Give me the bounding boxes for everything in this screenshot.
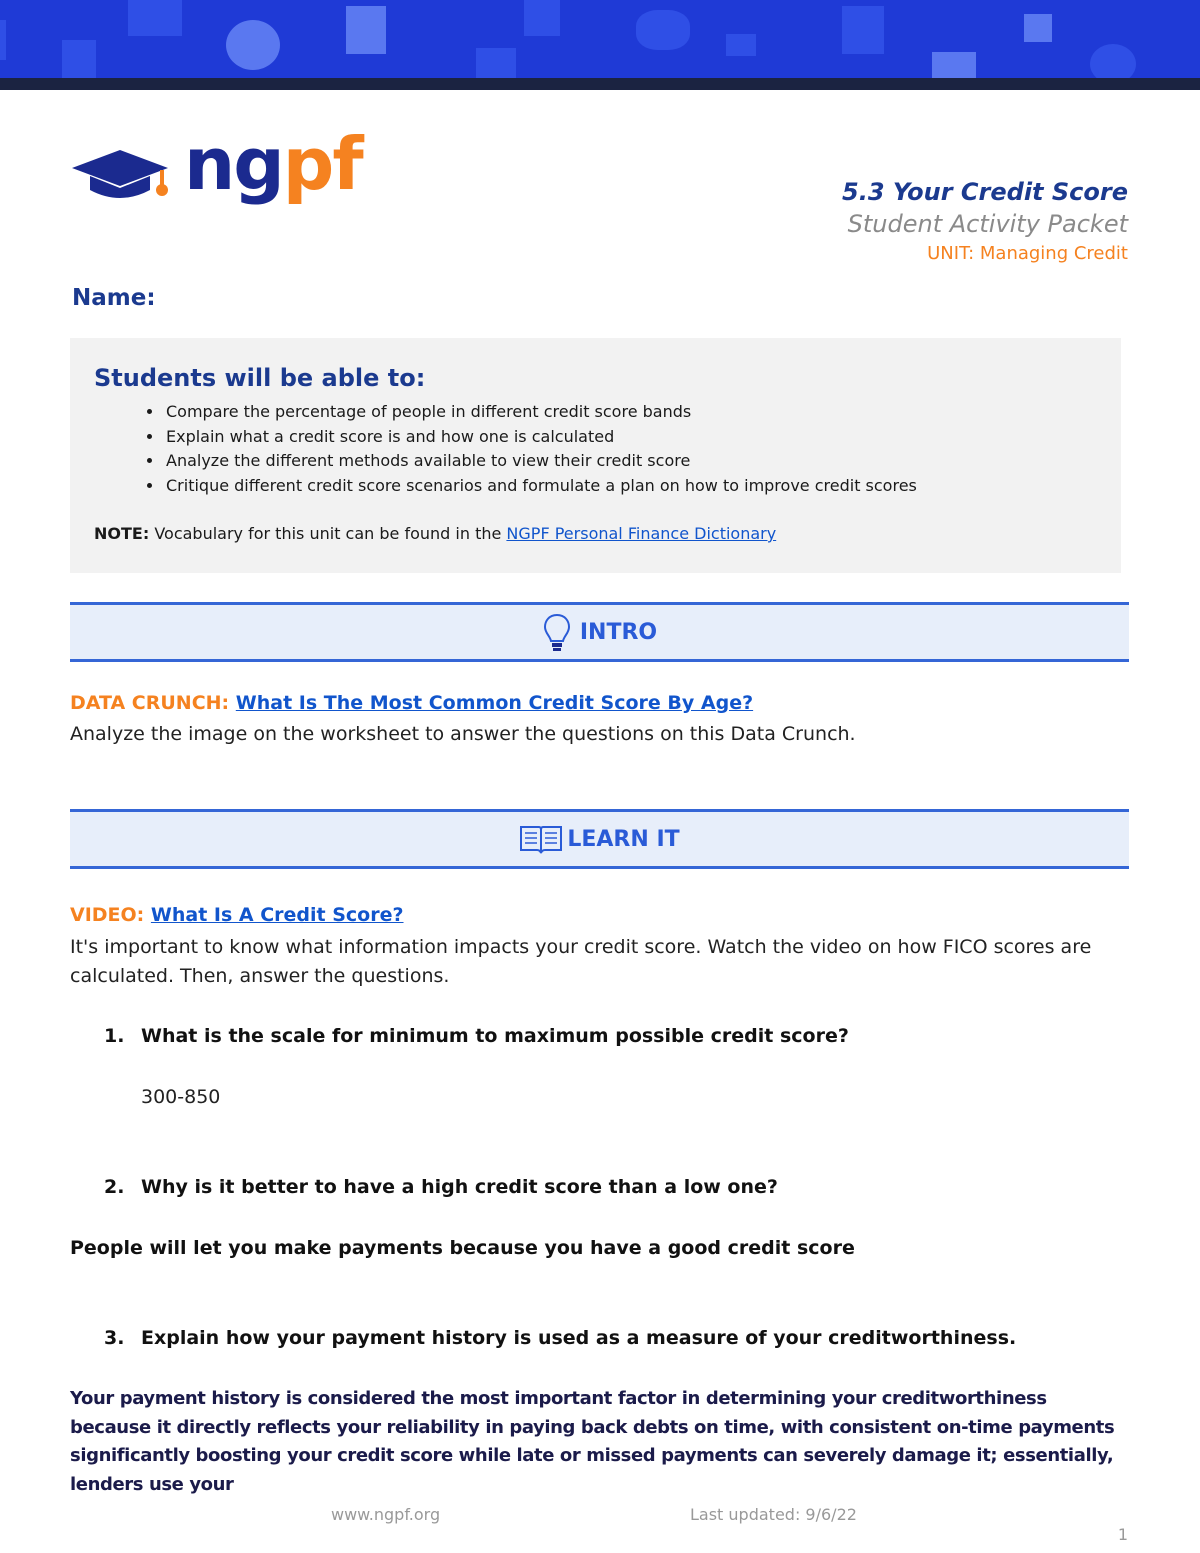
document-title-block <box>842 176 1128 268</box>
video-text: It's important to know what information impacts your credit score. Watch the video on how FICO scores are calculated. Then, answer the questions. <box>70 936 1092 987</box>
page-number: 1 <box>1117 1525 1128 1544</box>
question-text: What is the scale for minimum to maximum possible credit score? <box>141 1025 849 1047</box>
ngpf-logo <box>72 122 362 222</box>
list-item: • Explain what a credit score is and how one is calculated <box>164 425 917 450</box>
list-item: • Critique different credit score scenarios and formulate a plan on how to improve credit scores <box>164 474 917 499</box>
question-text: Why is it better to have a high credit score than a low one? <box>141 1176 778 1198</box>
document-title: 5.3 Your Credit Score <box>842 178 1128 206</box>
name-label: Name: <box>72 285 156 311</box>
objectives-box <box>70 338 1121 573</box>
piggy-bank-icon <box>636 10 690 50</box>
unit-label: UNIT: Managing Credit <box>927 243 1128 264</box>
logo-wordmark-accent: pf <box>282 122 362 206</box>
objectives-heading: Students will be able to: <box>94 364 426 392</box>
data-crunch-heading <box>70 692 753 714</box>
piggy-bank-icon <box>226 20 280 70</box>
answer-2[interactable]: People will let you make payments because you have a good credit score <box>70 1237 855 1259</box>
question-number: 3. <box>104 1327 125 1349</box>
answer-3[interactable]: Your payment history is considered the most important factor in determining your creditworthiness because it directly reflects your reliability in paying back debts on time, with consistent on-time payments significantly boosting your credit score while late or missed payments can severely damage it; essentially, lenders use your <box>70 1388 1115 1495</box>
book-icon <box>519 823 563 855</box>
answer-1[interactable]: 300-850 <box>141 1086 221 1108</box>
list-item: • Compare the percentage of people in different credit score bands <box>164 400 917 425</box>
vocabulary-note <box>94 524 776 543</box>
note-label: NOTE: <box>94 524 150 543</box>
data-crunch-text: Analyze the image on the worksheet to answer the questions on this Data Crunch. <box>70 723 856 745</box>
dictionary-link[interactable]: NGPF Personal Finance Dictionary <box>506 524 777 543</box>
calculator-icon <box>524 0 560 36</box>
activity-type: VIDEO: <box>70 904 145 926</box>
logo-wordmark: ngpf <box>184 122 362 206</box>
question-3 <box>104 1327 1016 1349</box>
question-text: Explain how your payment history is used as a measure of your creditworthiness. <box>141 1327 1017 1349</box>
header-rule <box>0 78 1200 90</box>
document-icon <box>346 6 386 54</box>
graduation-cap-icon <box>72 146 180 206</box>
data-crunch-link[interactable]: What Is The Most Common Credit Score By Age? <box>235 692 754 714</box>
folder-icon <box>476 48 516 78</box>
banner-shape <box>0 20 6 60</box>
footer-url[interactable]: www.ngpf.org <box>331 1505 441 1524</box>
folder-icon <box>128 0 182 36</box>
question-number: 2. <box>104 1176 125 1198</box>
folder-icon <box>932 52 976 78</box>
document-subtitle: Student Activity Packet <box>847 210 1128 238</box>
question-number: 1. <box>104 1025 125 1047</box>
calculator-icon <box>842 6 884 54</box>
intro-label: INTRO <box>579 619 658 645</box>
question-2 <box>104 1176 778 1198</box>
video-heading <box>70 904 404 926</box>
learn-section-bar <box>70 809 1129 869</box>
video-link[interactable]: What Is A Credit Score? <box>150 904 404 926</box>
header-banner <box>0 0 1200 78</box>
learn-label: LEARN IT <box>567 826 680 852</box>
calculator-icon <box>1024 14 1052 42</box>
intro-section-bar <box>70 602 1129 662</box>
lightbulb-icon <box>542 612 572 652</box>
question-1 <box>104 1025 849 1047</box>
list-item: • Analyze the different methods available to view their credit score <box>164 449 917 474</box>
objectives-list <box>130 400 917 498</box>
note-text: Vocabulary for this unit can be found in the <box>149 524 507 543</box>
document-icon <box>62 40 96 78</box>
footer-updated: Last updated: 9/6/22 <box>690 1505 857 1524</box>
piggy-bank-icon <box>1090 44 1136 78</box>
folder-icon <box>726 34 756 56</box>
activity-type: DATA CRUNCH: <box>70 692 230 714</box>
